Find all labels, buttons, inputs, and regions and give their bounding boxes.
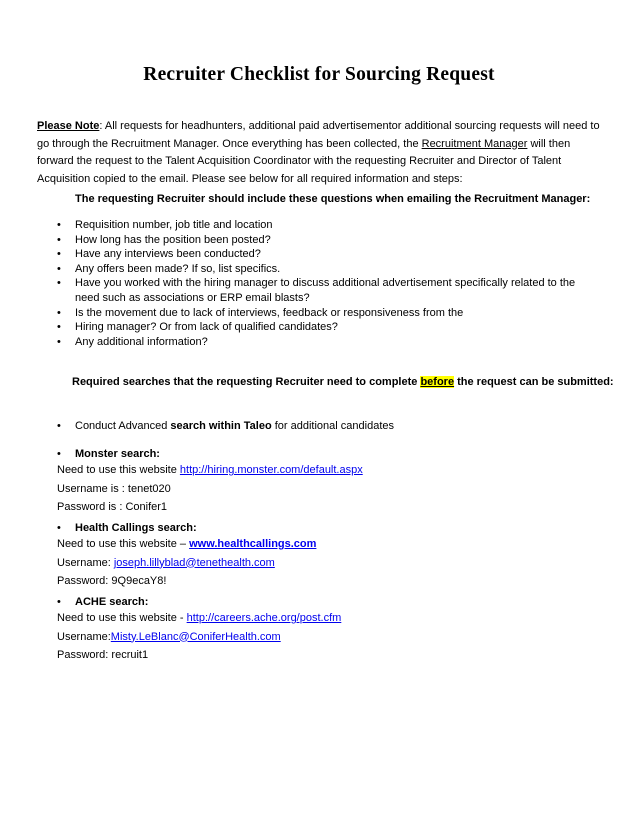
bullet-icon: • (57, 233, 61, 246)
ache-website-link[interactable]: http://careers.ache.org/post.cfm (186, 612, 342, 624)
list-item (57, 233, 597, 248)
healthcallings-website-label: Need to use this website – (57, 538, 190, 550)
page-title: Recruiter Checklist for Sourcing Request (143, 64, 495, 85)
list-item (57, 276, 597, 305)
ache-username-link[interactable]: Misty.LeBlanc@ConiferHealth.com (110, 630, 281, 643)
ache-website-label: Need to use this website - (57, 612, 187, 624)
list-item-text: Is the movement due to lack of interviews, feedback or responsiveness from the (75, 306, 464, 319)
bullet-icon: • (57, 248, 61, 261)
healthcallings-details (57, 535, 316, 591)
ache-password: Password: recruit1 (57, 649, 149, 661)
list-item (57, 306, 597, 321)
bullet-icon: • (57, 321, 61, 334)
monster-username: Username is : tenet020 (57, 482, 171, 495)
please-note-label: Please Note (37, 120, 100, 132)
monster-details (57, 461, 363, 517)
bullet-icon: • (57, 420, 61, 432)
ache-username-label: Username: (57, 630, 111, 643)
list-item-text: Requisition number, job title and location (75, 219, 273, 231)
bullet-icon: • (57, 448, 61, 460)
monster-heading: Monster search: (75, 448, 160, 460)
before-highlight: before (420, 376, 455, 388)
note-text-2: will then forward the request to the Talent Acquisition Coordinator with the requesting Recruiter and Director of Talent Acquisition copied to the email. Please see below for all required information and steps: (37, 137, 571, 185)
bullet-icon: • (57, 277, 61, 290)
list-item-text: Have you worked with the hiring manager to discuss additional advertisement specifically related to the need such as associations or ERP email blasts? (75, 277, 576, 304)
bullet-icon: • (57, 335, 61, 348)
list-item (57, 218, 597, 233)
healthcallings-heading: Health Callings search: (75, 522, 197, 534)
healthcallings-website-link[interactable]: www.healthcallings.com (189, 538, 317, 550)
taleo-text: Conduct Advanced (75, 420, 171, 432)
ache-heading: ACHE search: (75, 596, 149, 608)
ache-details (57, 609, 341, 665)
healthcallings-password: Password: 9Q9ecaY8! (57, 575, 167, 587)
list-item (57, 262, 597, 277)
list-item (57, 335, 597, 350)
bullet-icon: • (57, 219, 61, 231)
bullet-icon: • (57, 306, 61, 319)
list-item-text: How long has the position been posted? (75, 233, 271, 246)
required-searches-heading (72, 376, 614, 388)
bullet-icon: • (57, 262, 61, 275)
bullet-icon: • (57, 596, 61, 608)
required-heading-text: Required searches that the requesting Recruiter need to complete (72, 376, 421, 388)
healthcallings-username-label: Username: (57, 556, 114, 569)
list-item (57, 247, 597, 262)
taleo-item (57, 417, 394, 436)
list-item-text: Any additional information? (75, 335, 208, 348)
list-item-text: Have any interviews been conducted? (75, 248, 261, 261)
questions-heading: The requesting Recruiter should include these questions when emailing the Recruitment Manager: (75, 193, 591, 205)
monster-website-link[interactable]: http://hiring.monster.com/default.aspx (179, 464, 363, 476)
list-item-text: Hiring manager? Or from lack of qualified candidates? (75, 321, 338, 334)
taleo-bold-text: search within Taleo (170, 420, 272, 432)
monster-password: Password is : Conifer1 (57, 501, 168, 513)
recruitment-manager-text: Recruitment Manager (421, 137, 528, 150)
please-note-paragraph (37, 118, 605, 188)
note-text-1: : All requests for headhunters, additional paid advertisementor additional sourcing requests will need to go through the Recruitment Manager. Once everything has been collected, the (37, 120, 600, 150)
bullet-icon: • (57, 522, 61, 534)
list-item-text: Any offers been made? If so, list specifics. (75, 262, 281, 275)
healthcallings-username-link[interactable]: joseph.lillyblad@tenethealth.com (113, 556, 275, 569)
questions-list (57, 218, 597, 349)
required-heading-text-end: the request can be submitted: (454, 376, 614, 388)
list-item (57, 320, 597, 335)
taleo-text-end: for additional candidates (271, 420, 394, 432)
monster-website-label: Need to use this website (57, 464, 180, 476)
